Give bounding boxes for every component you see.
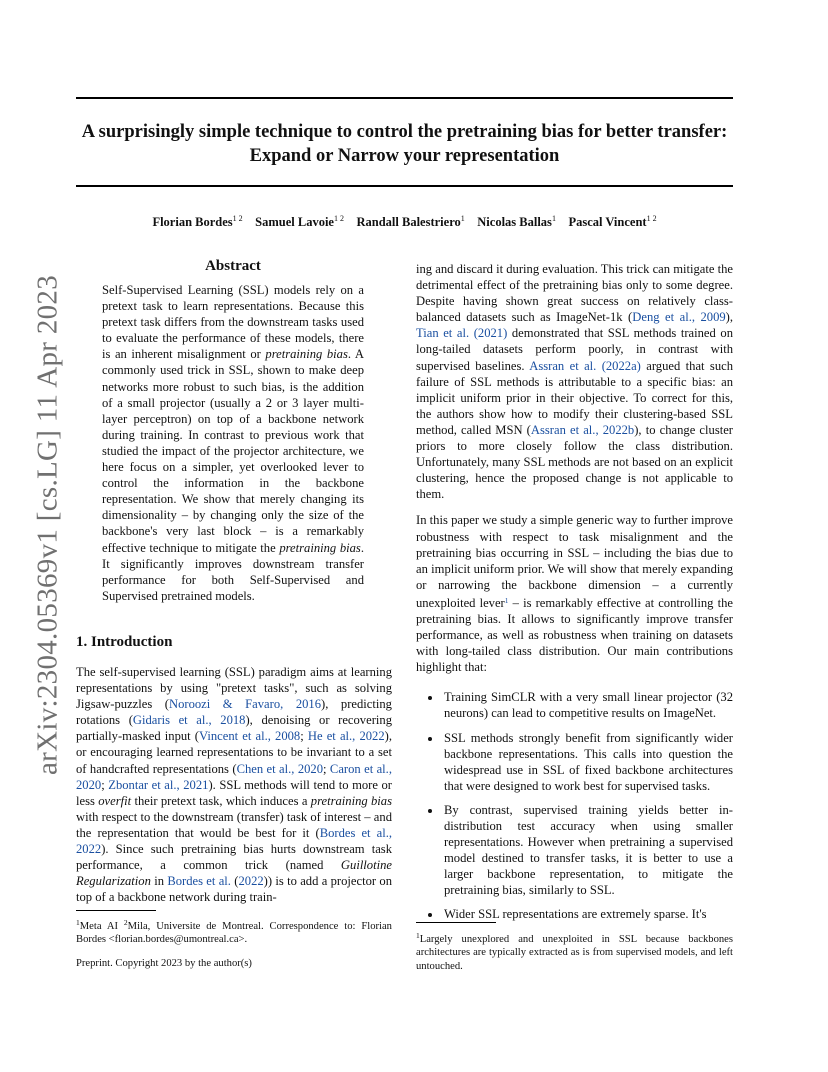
contribution-item: • SSL methods strongly benefit from significantly wider backbone representations. This calls into question the widespread use in SSL of fixed backbone architectures that were designed to work best for supervised tasks. <box>442 730 733 794</box>
author-name: Randall Balestriero <box>356 215 461 229</box>
abstract-heading: Abstract <box>205 258 261 274</box>
text-run: argued that such failure of SSL methods is attributable to a specific bias: an implicit uniform prior in their objective. To correct for this, the authors show how to modify their clustering-based SSL method, called MSN ( <box>416 358 734 437</box>
citation-link[interactable]: Vincent et al., 2008 <box>199 729 301 744</box>
author-name: Pascal Vincent <box>568 215 647 229</box>
abstract-body: Self-Supervised Learning (SSL) models rely on a pretext task to learn representations. Because this pretext task differs from the downstream tasks used to evaluate the performance of these models, there is an inherent misalignment or pretraining bias. A commonly used trick in SSL, shown to make deep networks more robust to such bias, is the addition of a small projector (usually a 2 or 3 layer multi-layer perceptron) on top of a backbone network during training. In contrast to previous work that studied the impact of the projector architecture, we here focus on a simpler, yet overlooked lever to control the information in the backbone representation. We show that merely changing its dimensionality – by changing only the size of the backbone's very last block – is a remarkably effective technique to mitigate the pretraining bias. It significantly improves downstream transfer performance for both Self-Supervised and Supervised pretrained models. <box>102 283 364 603</box>
text-run: ), denoising or recovering partially-masked input ( <box>76 713 392 744</box>
footnote-rule-left <box>76 910 156 911</box>
citation-link[interactable]: 2022 <box>238 874 264 889</box>
arxiv-side-stamp: arXiv:2304.05369v1 [cs.LG] 11 Apr 2023 <box>31 274 64 776</box>
affiliation-footnote: $^1$Meta AI $^2$Mila, Universite de Montreal. Correspondence to: Florian Bordes <florian.bordes@umontreal.ca>. <box>76 918 392 946</box>
text-run: ), <box>725 310 734 325</box>
text-run: )) is to add a projector on top of a backbone network during train- <box>76 874 392 905</box>
introduction-paragraph <box>76 664 392 905</box>
citation-link[interactable]: Assran et al., 2022b <box>530 422 635 437</box>
emphasis: overfit <box>98 793 132 808</box>
citation-link[interactable]: Noroozi & Favaro, 2016 <box>168 697 322 712</box>
right-paragraph-2 <box>416 512 733 675</box>
section-heading-introduction: 1. Introduction <box>76 634 173 650</box>
contributions-list <box>416 689 733 922</box>
abstract-text <box>102 282 364 604</box>
contribution-item: • Wider SSL representations are extremely sparse. It's <box>442 906 733 922</box>
text-run: ), to change cluster priors to more closely follow the class distribution. Unfortunately, many SSL methods are not based on an explicit clustering, hence the proposed change is not applicable to them. <box>416 422 733 502</box>
text-run: – is remarkably effective at controlling the pretraining bias. It allows to significantly improve transfer performance, as well as robustness when training on datasets with long-tailed class distribution. Our main contributions highlight that: <box>416 595 733 675</box>
preprint-notice: Preprint. Copyright 2023 by the author(s) <box>76 958 252 969</box>
citation-link[interactable]: Caron et al., 2020 <box>76 761 392 792</box>
citation-link[interactable]: Deng et al., 2009 <box>632 310 726 325</box>
citation-link[interactable]: Tian et al. (2021) <box>416 326 508 341</box>
text-run: ; <box>323 761 330 776</box>
emphasis: Guillotine Regularization <box>76 858 392 889</box>
author-affiliation-mark: 1 2 <box>646 214 657 223</box>
footnote-mark-link[interactable]: 1 <box>504 595 509 605</box>
contribution-item: • Training SimCLR with a very small linear projector (32 neurons) can lead to competitive results on ImageNet. <box>442 689 733 721</box>
right-column <box>416 261 733 931</box>
right-paragraph-1 <box>416 261 733 502</box>
citation-link[interactable]: He et al., 2022 <box>307 729 385 744</box>
author-affiliation-mark: 1 <box>551 214 556 223</box>
title-top-rule <box>76 97 733 99</box>
citation-link[interactable]: Bordes et al., 2022 <box>76 825 392 857</box>
paper-title: A surprisingly simple technique to control the pretraining bias for better transfer: Expand or Narrow your representation <box>81 122 728 166</box>
footnote-1: $^1$Largely unexplored and unexploited in SSL because backbones architectures are typically extracted as is from supervised models, and left untouched. <box>416 931 733 972</box>
author-name: Florian Bordes <box>152 215 233 229</box>
citation-link[interactable]: Gidaris et al., 2018 <box>132 713 246 728</box>
text-run: ing and discard it during evaluation. This trick can mitigate the detrimental effect of the pretraining bias only to some degree. Despite having shown great success on relatively class-balanced datasets such as ImageNet-1k ( <box>416 262 733 325</box>
author-affiliation-mark: 1 2 <box>333 214 344 223</box>
footnote-rule-right <box>416 922 496 923</box>
emphasis: pretraining bias <box>310 793 392 808</box>
text-run: ), predicting rotations ( <box>76 697 392 728</box>
text-run: The self-supervised learning (SSL) paradigm aims at learning representations by using "pretext tasks", such as solving Jigsaw-puzzles ( <box>76 665 392 712</box>
text-run: ( <box>230 874 239 889</box>
text-run: ; <box>101 777 109 792</box>
text-run: demonstrated that SSL methods trained on long-tailed datasets perform poorly, in contrast with supervised baselines. <box>416 326 733 373</box>
text-run: in <box>150 874 168 889</box>
author-name: Nicolas Ballas <box>477 215 552 229</box>
author-affiliation-mark: 1 2 <box>232 214 243 223</box>
citation-link[interactable]: Bordes et al. <box>167 874 231 889</box>
author-list <box>76 214 733 230</box>
text-run: In this paper we study a simple generic way to further improve robustness with respect to task misalignment and the pretraining bias occurring in SSL – including the bias due to an implicit uniform prior. We will show that merely expanding or narrowing the backbone dimension – a currently unexploited lever <box>416 513 733 610</box>
text-run: ), or encouraging learned representations to be invariant to a set of handcrafted representations ( <box>76 729 392 776</box>
text-run: ). SSL methods will tend to more or less <box>76 777 392 808</box>
contribution-item: • By contrast, supervised training yields better in-distribution test accuracy when using smaller representations. However when pretraining a supervised model destined to transfer tasks, it is better to use a larger backbone representation, to mitigate the pretraining bias, similarly to SSL. <box>442 802 733 899</box>
text-run: ; <box>300 729 308 744</box>
text-run: their pretext task, which induces a <box>131 793 311 808</box>
author-name: Samuel Lavoie <box>255 215 334 229</box>
citation-link[interactable]: Zbontar et al., 2021 <box>108 777 209 792</box>
citation-link[interactable]: Assran et al. (2022a) <box>529 358 641 373</box>
title-bottom-rule <box>76 185 733 187</box>
citation-link[interactable]: Chen et al., 2020 <box>236 761 324 776</box>
text-run: with respect to the downstream (transfer) task of interest – and the representation that would be best for it ( <box>76 809 392 840</box>
author-affiliation-mark: 1 <box>460 214 465 223</box>
text-run: ). Since such pretraining bias hurts downstream task performance, a common trick (named <box>76 842 392 873</box>
